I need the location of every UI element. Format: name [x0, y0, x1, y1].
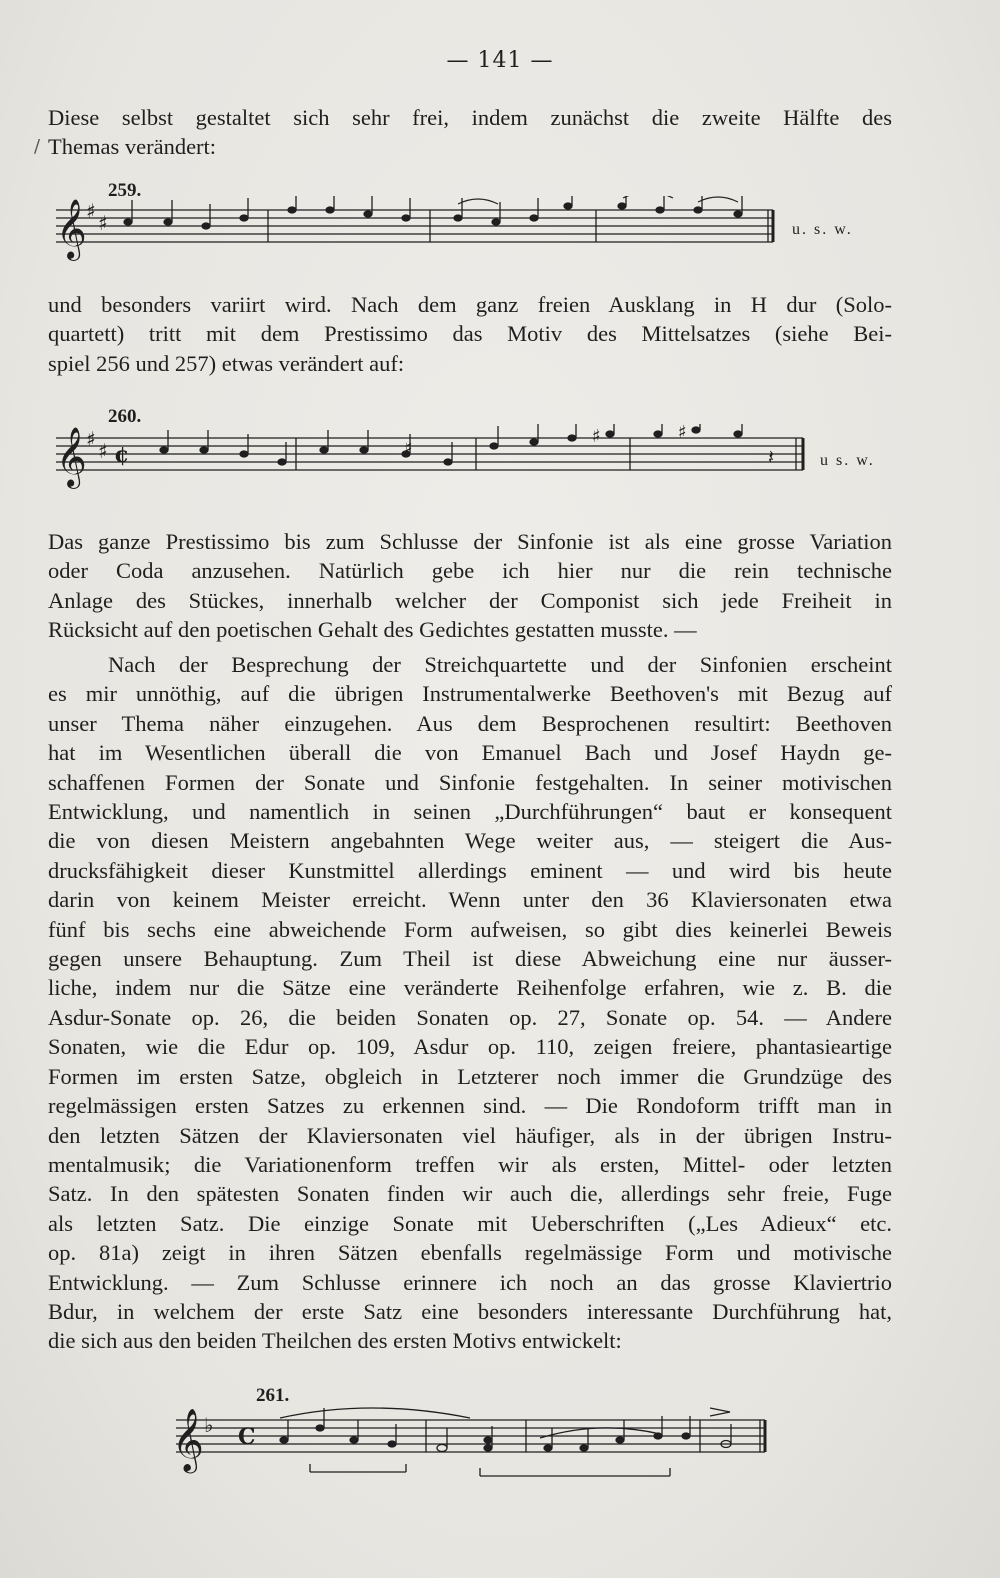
music-example-261	[170, 1398, 770, 1488]
example-number: 259.	[108, 180, 142, 201]
text-line: die von diesen Meistern angebahnten Wege weiter aus, — steigert die Aus-	[48, 828, 892, 854]
text-line: Sonaten, wie die Edur op. 109, Asdur op. 110, zeigen freiere, phantasieartige	[48, 1034, 892, 1060]
text-line: Nach der Besprechung der Streichquartette und der Sinfonien erscheint	[108, 652, 892, 677]
text-line: Rücksicht auf den poetischen Gehalt des Gedichtes gestatten musste. —	[48, 617, 697, 643]
example-suffix: u. s. w.	[792, 221, 853, 238]
cut-time-icon: ¢	[114, 442, 130, 468]
sharp-icon: ♯	[592, 426, 601, 447]
text-line: es mir unnöthig, auf die übrigen Instrumentalwerke Beethoven's mit Bezug auf	[48, 681, 892, 707]
text-line: Diese selbst gestaltet sich sehr frei, indem zunächst die zweite Hälfte des	[48, 105, 892, 130]
paragraph-4	[48, 650, 892, 1356]
text-line: quartett) tritt mit dem Prestissimo das Motiv des Mittelsatzes (siehe Bei-	[48, 321, 892, 347]
notes	[124, 196, 742, 229]
common-time-icon: C	[238, 1424, 256, 1450]
text-line: als letzten Satz. Die einzige Sonate mit Ueberschriften („Les Adieux“ etc.	[48, 1210, 892, 1236]
text-line: den letzten Sätzen der Klaviersonaten viel häufiger, als in der übrigen Instru-	[48, 1122, 892, 1148]
example-number: 260.	[108, 406, 142, 427]
text-line: fünf bis sechs eine abweichende Form aufweisen, so gibt dies keinerlei Beweis	[48, 916, 892, 942]
example-number: 261.	[256, 1385, 290, 1406]
treble-clef-icon: 𝄞	[172, 1408, 204, 1471]
example-suffix: u s. w.	[820, 452, 875, 469]
sharp-icon: ♯	[404, 438, 413, 459]
text-line: spiel 256 und 257) etwas verändert auf:	[48, 350, 405, 376]
treble-clef-icon: 𝄞	[56, 427, 87, 487]
flat-icon: ♭	[204, 1413, 214, 1437]
text-line: liche, indem nur die Sätze eine veränderte Reihenfolge erfahren, wie z. B. die	[48, 975, 892, 1001]
text-line: Themas verändert:	[48, 134, 217, 160]
treble-clef-icon: 𝄞	[56, 199, 87, 259]
text-line: Formen im ersten Satze, obgleich in Letzterer noch immer die Grundzüge des	[48, 1063, 892, 1089]
sharp-icon: ♯	[678, 424, 687, 443]
text-line: Satz. In den spätesten Sonaten finden wir auch die, allerdings sehr freie, Fuge	[48, 1181, 892, 1207]
text-line: op. 81a) zeigt in ihren Sätzen ebenfalls regelmässige Form und motivische	[48, 1240, 892, 1266]
sharp-icon: ♯	[86, 427, 96, 451]
text-line: Entwicklung, und namentlich in seinen „Durchführungen“ baut er konsequent	[48, 799, 892, 825]
music-example-259	[48, 196, 778, 266]
text-line: mentalmusik; die Variationenform treffen wir als ersten, Mittel- oder letzten	[48, 1151, 892, 1177]
page-number: — 141 —	[446, 48, 554, 73]
text-line: Bdur, in welchem der erste Satz eine besonders interessante Durchführung hat,	[48, 1298, 892, 1324]
text-line: gegen unsere Behauptung. Zum Theil ist diese Abweichung eine nur äusser-	[48, 946, 892, 972]
text-line: drucksfähigkeit dieser Kunstmittel allerdings eminent — und wird bis heute	[48, 857, 892, 883]
text-line: hat im Wesentlichen überall die von Emanuel Bach und Josef Haydn ge-	[48, 740, 892, 766]
text-line: oder Coda anzusehen. Natürlich gebe ich hier nur die rein technische	[48, 558, 892, 584]
music-example-260	[48, 424, 808, 494]
text-line: Das ganze Prestissimo bis zum Schlusse der Sinfonie ist als eine grosse Variation	[48, 529, 892, 554]
text-line: darin von keinem Meister erreicht. Wenn unter den 36 Klaviersonaten etwa	[48, 887, 892, 913]
sharp-icon: ♯	[98, 439, 108, 463]
sharp-icon: ♯	[98, 211, 108, 235]
paragraph-1	[48, 103, 892, 162]
sharp-icon: ♯	[86, 199, 96, 223]
text-line: schaffenen Formen der Sonate und Sinfonie festgehalten. In seiner motivischen	[48, 769, 892, 795]
text-line: unser Thema näher einzugehen. Aus dem Besprochenen resultirt: Beethoven	[48, 710, 892, 736]
text-line: Entwicklung. — Zum Schlusse erinnere ich noch an das grosse Klaviertrio	[48, 1269, 892, 1295]
paragraph-3	[48, 527, 892, 645]
text-line: regelmässigen ersten Satzes zu erkennen sind. — Die Rondoform trifft man in	[48, 1093, 892, 1119]
margin-mark: /	[34, 136, 41, 157]
rest-icon: 𝄽	[768, 445, 775, 469]
text-line: Asdur-Sonate op. 26, die beiden Sonaten op. 27, Sonate op. 54. — Andere	[48, 1004, 892, 1030]
text-line: die sich aus den beiden Theilchen des ersten Motivs entwickelt:	[48, 1328, 622, 1354]
text-line: und besonders variirt wird. Nach dem ganz freien Ausklang in H dur (Solo-	[48, 292, 892, 317]
paragraph-2	[48, 290, 892, 378]
text-line: Anlage des Stückes, innerhalb welcher der Componist sich jede Freiheit in	[48, 587, 892, 613]
